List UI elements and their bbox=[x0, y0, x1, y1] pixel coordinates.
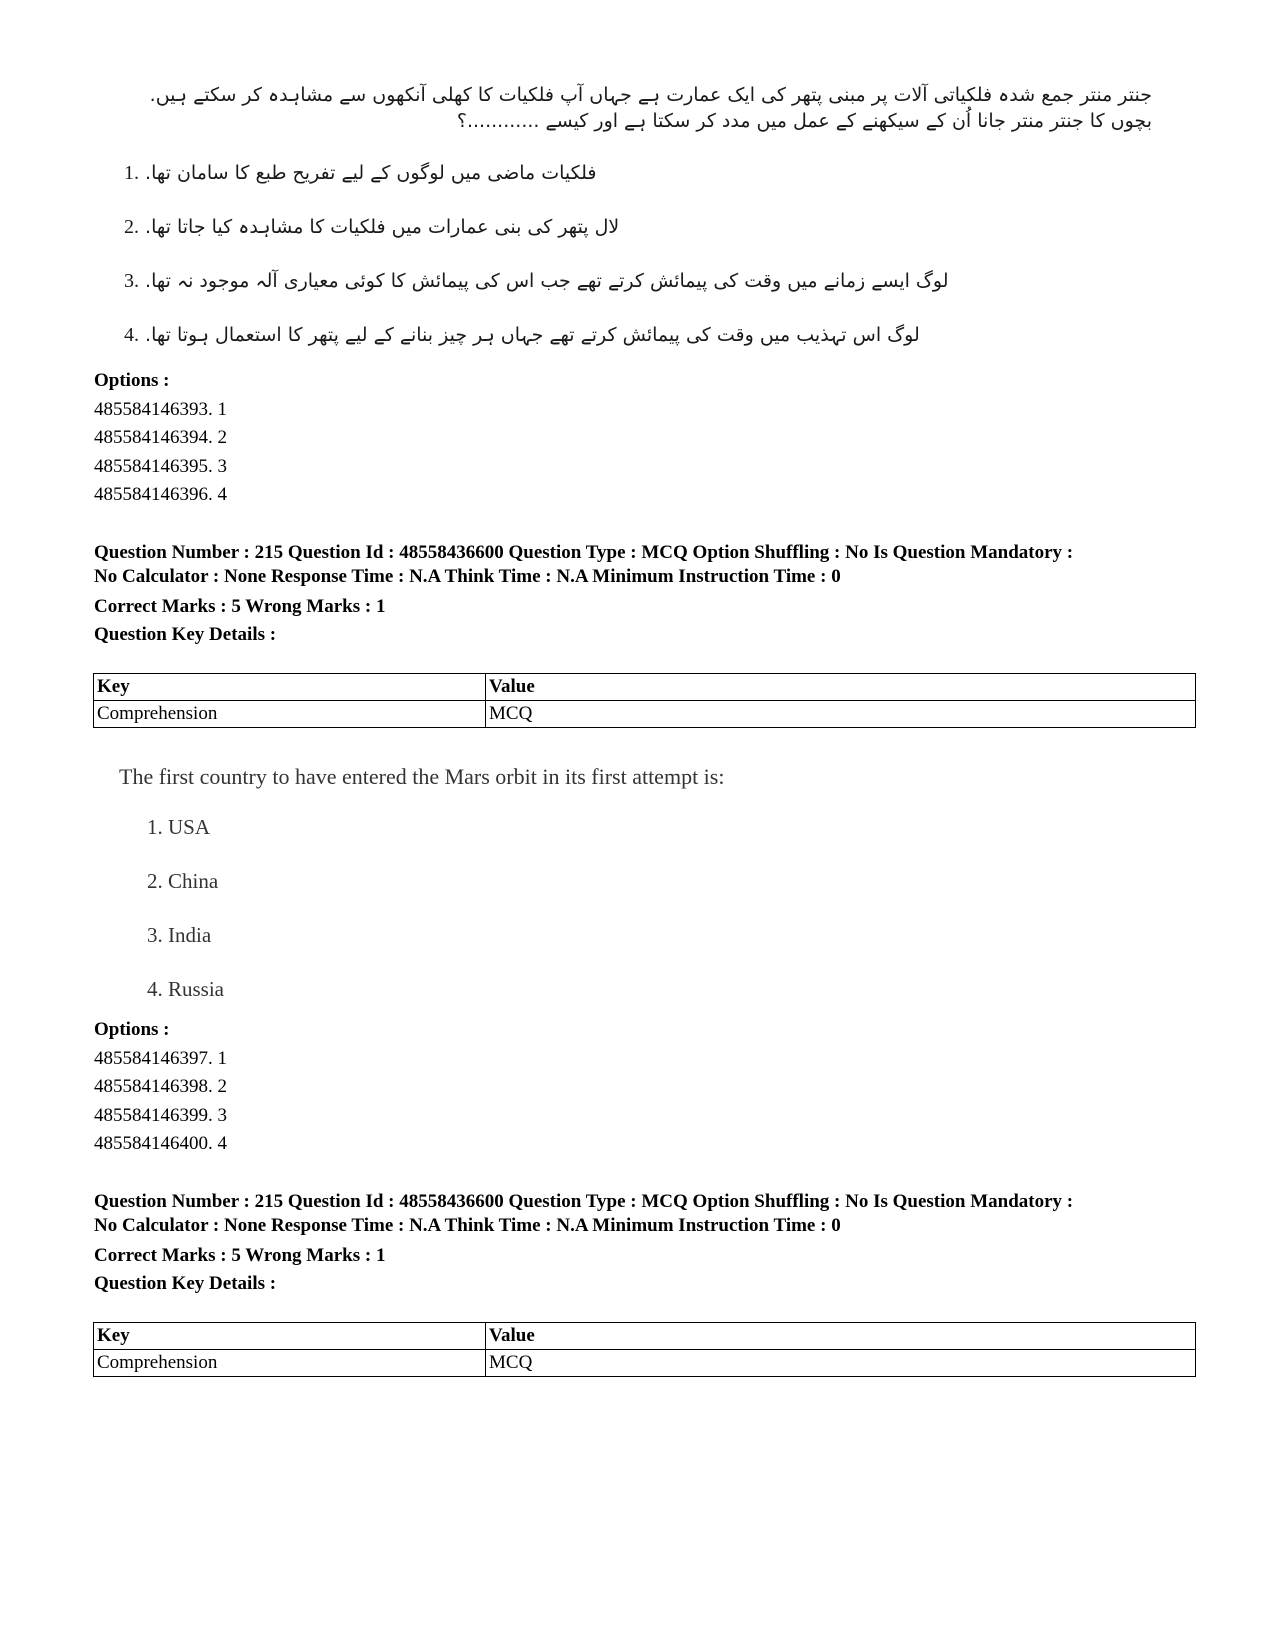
marks-line: Correct Marks : 5 Wrong Marks : 1 bbox=[94, 1245, 386, 1266]
table-cell-key: Comprehension bbox=[94, 701, 486, 728]
question-meta-line-2: No Calculator : None Response Time : N.A Think Time : N.A Minimum Instruction Time : 0 bbox=[94, 1215, 841, 1236]
options-title: Options : bbox=[94, 370, 170, 391]
question-meta bbox=[94, 541, 1194, 649]
table-cell-value: MCQ bbox=[486, 701, 1196, 728]
options-section bbox=[94, 367, 227, 510]
table-row bbox=[94, 701, 1196, 728]
options-title: Options : bbox=[94, 1019, 170, 1040]
urdu-question-image bbox=[112, 82, 1152, 374]
table-header-key: Key bbox=[94, 1323, 486, 1350]
key-details-table bbox=[93, 1322, 1196, 1377]
table-header-value: Value bbox=[486, 1323, 1196, 1350]
english-question-text: The first country to have entered the Mars orbit in its first attempt is: bbox=[119, 764, 725, 789]
urdu-option-text: لوگ اس تہذیب میں وقت کی پیمائش کرتے تھے جہاں ہر چیز بنانے کے لیے پتھر کا استعمال ہوتا تھا. bbox=[145, 324, 920, 346]
key-details-table bbox=[93, 673, 1196, 728]
english-options-list bbox=[147, 814, 224, 1030]
table-header-row bbox=[94, 674, 1196, 701]
urdu-option-number: 1. bbox=[124, 162, 139, 184]
question-meta-line-1: Question Number : 215 Question Id : 48558436600 Question Type : MCQ Option Shuffling : No Is Question Mandatory : bbox=[94, 1191, 1074, 1212]
question-meta bbox=[94, 1190, 1194, 1298]
urdu-option bbox=[112, 266, 1152, 320]
option-id-item: 485584146393. 1 bbox=[94, 398, 227, 420]
table-row bbox=[94, 1350, 1196, 1377]
question-meta-line-1: Question Number : 215 Question Id : 48558436600 Question Type : MCQ Option Shuffling : No Is Question Mandatory : bbox=[94, 542, 1074, 563]
english-option: 1. USA bbox=[147, 815, 211, 839]
table-header-row bbox=[94, 1323, 1196, 1350]
urdu-option bbox=[112, 320, 1152, 374]
urdu-option-number: 2. bbox=[124, 216, 139, 238]
urdu-option-text: فلکیات ماضی میں لوگوں کے لیے تفریح طبع کا سامان تھا. bbox=[145, 162, 597, 184]
option-id-item: 485584146398. 2 bbox=[94, 1076, 227, 1097]
table-header-value: Value bbox=[486, 674, 1196, 701]
urdu-option-number: 3. bbox=[124, 270, 139, 292]
urdu-options-list bbox=[112, 158, 1152, 374]
option-id-item: 485584146399. 3 bbox=[94, 1104, 227, 1126]
english-option: 2. China bbox=[147, 869, 219, 893]
table-cell-value: MCQ bbox=[486, 1350, 1196, 1377]
option-id-item: 485584146395. 3 bbox=[94, 455, 227, 477]
urdu-option-text: لوگ ایسے زمانے میں وقت کی پیمائش کرتے تھے جب اس کی پیمائش کا کوئی معیاری آلہ موجود نہ تھا. bbox=[145, 270, 949, 292]
key-details-label: Question Key Details : bbox=[94, 1273, 277, 1294]
option-id-item: 485584146400. 4 bbox=[94, 1133, 227, 1154]
marks-line: Correct Marks : 5 Wrong Marks : 1 bbox=[94, 596, 386, 617]
option-id-item: 485584146396. 4 bbox=[94, 484, 227, 505]
urdu-option bbox=[112, 158, 1152, 212]
urdu-question-paragraph: جنتر منتر جمع شدہ فلکیاتی آلات پر مبنی پتھر کی ایک عمارت ہے جہاں آپ فلکیات کا کھلی آنکھوں سے مشاہدہ کر سکتے ہیں. بچوں کا جنتر منتر جانا اُن کے سیکھنے کے عمل میں مدد کر سکتا ہے اور کیسے ............؟ bbox=[149, 84, 1152, 132]
options-section bbox=[94, 1016, 227, 1159]
table-cell-key: Comprehension bbox=[94, 1350, 486, 1377]
urdu-option-number: 4. bbox=[124, 324, 139, 346]
option-id-item: 485584146397. 1 bbox=[94, 1047, 227, 1069]
option-id-item: 485584146394. 2 bbox=[94, 427, 227, 448]
question-meta-line-2: No Calculator : None Response Time : N.A Think Time : N.A Minimum Instruction Time : 0 bbox=[94, 566, 841, 587]
urdu-option bbox=[112, 212, 1152, 266]
urdu-option-text: لال پتھر کی بنی عمارات میں فلکیات کا مشاہدہ کیا جاتا تھا. bbox=[145, 216, 620, 238]
english-option: 3. India bbox=[147, 923, 212, 947]
table-header-key: Key bbox=[94, 674, 486, 701]
key-details-label: Question Key Details : bbox=[94, 624, 277, 645]
english-option: 4. Russia bbox=[147, 977, 225, 1001]
